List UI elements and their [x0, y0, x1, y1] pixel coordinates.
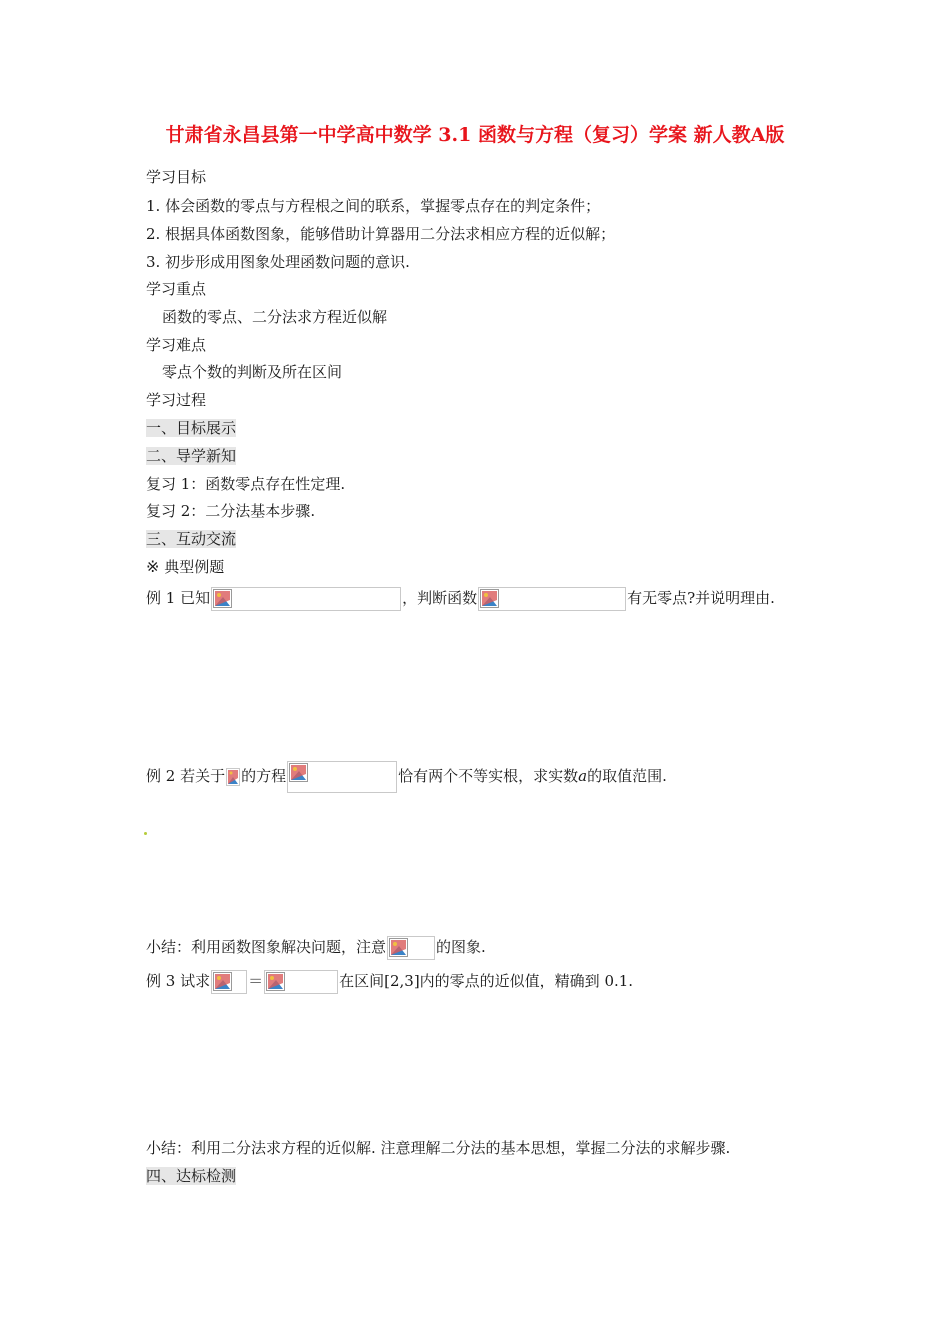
document-title: 甘肃省永昌县第一中学高中数学 3.1 函数与方程（复习）学案 新人教A版 — [165, 124, 785, 146]
difficulty-text: 零点个数的判断及所在区间 — [162, 363, 343, 381]
key-text: 函数的零点、二分法求方程近似解 — [162, 308, 388, 326]
goal-item-1: 1. 体会函数的零点与方程根之间的联系，掌握零点存在的判定条件； — [146, 197, 601, 215]
example-2-question: 恰有两个不等实根，求实数 — [398, 767, 579, 785]
formula-image-1 — [211, 587, 401, 611]
example-3 — [146, 970, 633, 994]
typical-label: 典型例题 — [164, 558, 225, 576]
broken-image-icon — [289, 763, 308, 782]
broken-image-icon — [266, 972, 285, 991]
reference-mark-icon: ※ — [146, 557, 160, 576]
key-heading: 学习重点 — [146, 280, 207, 298]
goals-heading: 学习目标 — [146, 168, 207, 186]
broken-image-icon — [213, 972, 232, 991]
formula-image-3 — [226, 768, 240, 786]
step-1-heading: 一、目标展示 — [146, 419, 237, 437]
broken-image-icon — [389, 938, 408, 957]
broken-image-icon — [227, 769, 239, 785]
formula-image-4 — [287, 761, 397, 793]
goal-item-2: 2. 根据具体函数图象，能够借助计算器用二分法求相应方程的近似解； — [146, 225, 616, 243]
summary-1-tail: 的图象. — [436, 938, 486, 956]
example-2-text: 的方程 — [241, 767, 287, 785]
equals-sign: ＝ — [248, 972, 264, 990]
broken-image-icon — [213, 589, 232, 608]
example-1-question: 有无零点?并说明理由. — [627, 589, 775, 607]
goal-item-3: 3. 初步形成用图象处理函数问题的意识. — [146, 253, 410, 271]
formula-image-7 — [264, 970, 338, 994]
example-1-label: 例 1 已知 — [146, 589, 211, 607]
example-2-label: 例 2 若关于 — [146, 767, 226, 785]
summary-1 — [146, 936, 486, 960]
difficulty-heading: 学习难点 — [146, 336, 207, 354]
review-2: 复习 2：二分法基本步骤. — [146, 502, 316, 520]
variable-a: a — [578, 767, 588, 785]
formula-image-6 — [211, 970, 247, 994]
example-2 — [146, 761, 667, 793]
step-4-heading: 四、达标检测 — [146, 1167, 237, 1185]
review-1: 复习 1：函数零点存在性定理. — [146, 475, 346, 493]
summary-1-text: 小结：利用函数图象解决问题，注意 — [146, 938, 387, 956]
example-1 — [146, 587, 775, 611]
step-2-heading: 二、导学新知 — [146, 447, 237, 465]
formula-image-5 — [387, 936, 435, 960]
step-3-heading: 三、互动交流 — [146, 530, 237, 548]
example-2-tail: 的取值范围. — [587, 767, 667, 785]
broken-image-icon — [480, 589, 499, 608]
stray-mark — [144, 832, 147, 835]
example-3-question: 在区间[2,3]内的零点的近似值，精确到 0.1. — [339, 972, 634, 990]
typical-heading — [146, 557, 224, 577]
example-3-label: 例 3 试求 — [146, 972, 211, 990]
process-heading: 学习过程 — [146, 391, 207, 409]
formula-image-2 — [478, 587, 626, 611]
summary-2: 小结：利用二分法求方程的近似解. 注意理解二分法的基本思想，掌握二分法的求解步骤. — [146, 1139, 731, 1157]
example-1-text: ，判断函数 — [402, 589, 478, 607]
